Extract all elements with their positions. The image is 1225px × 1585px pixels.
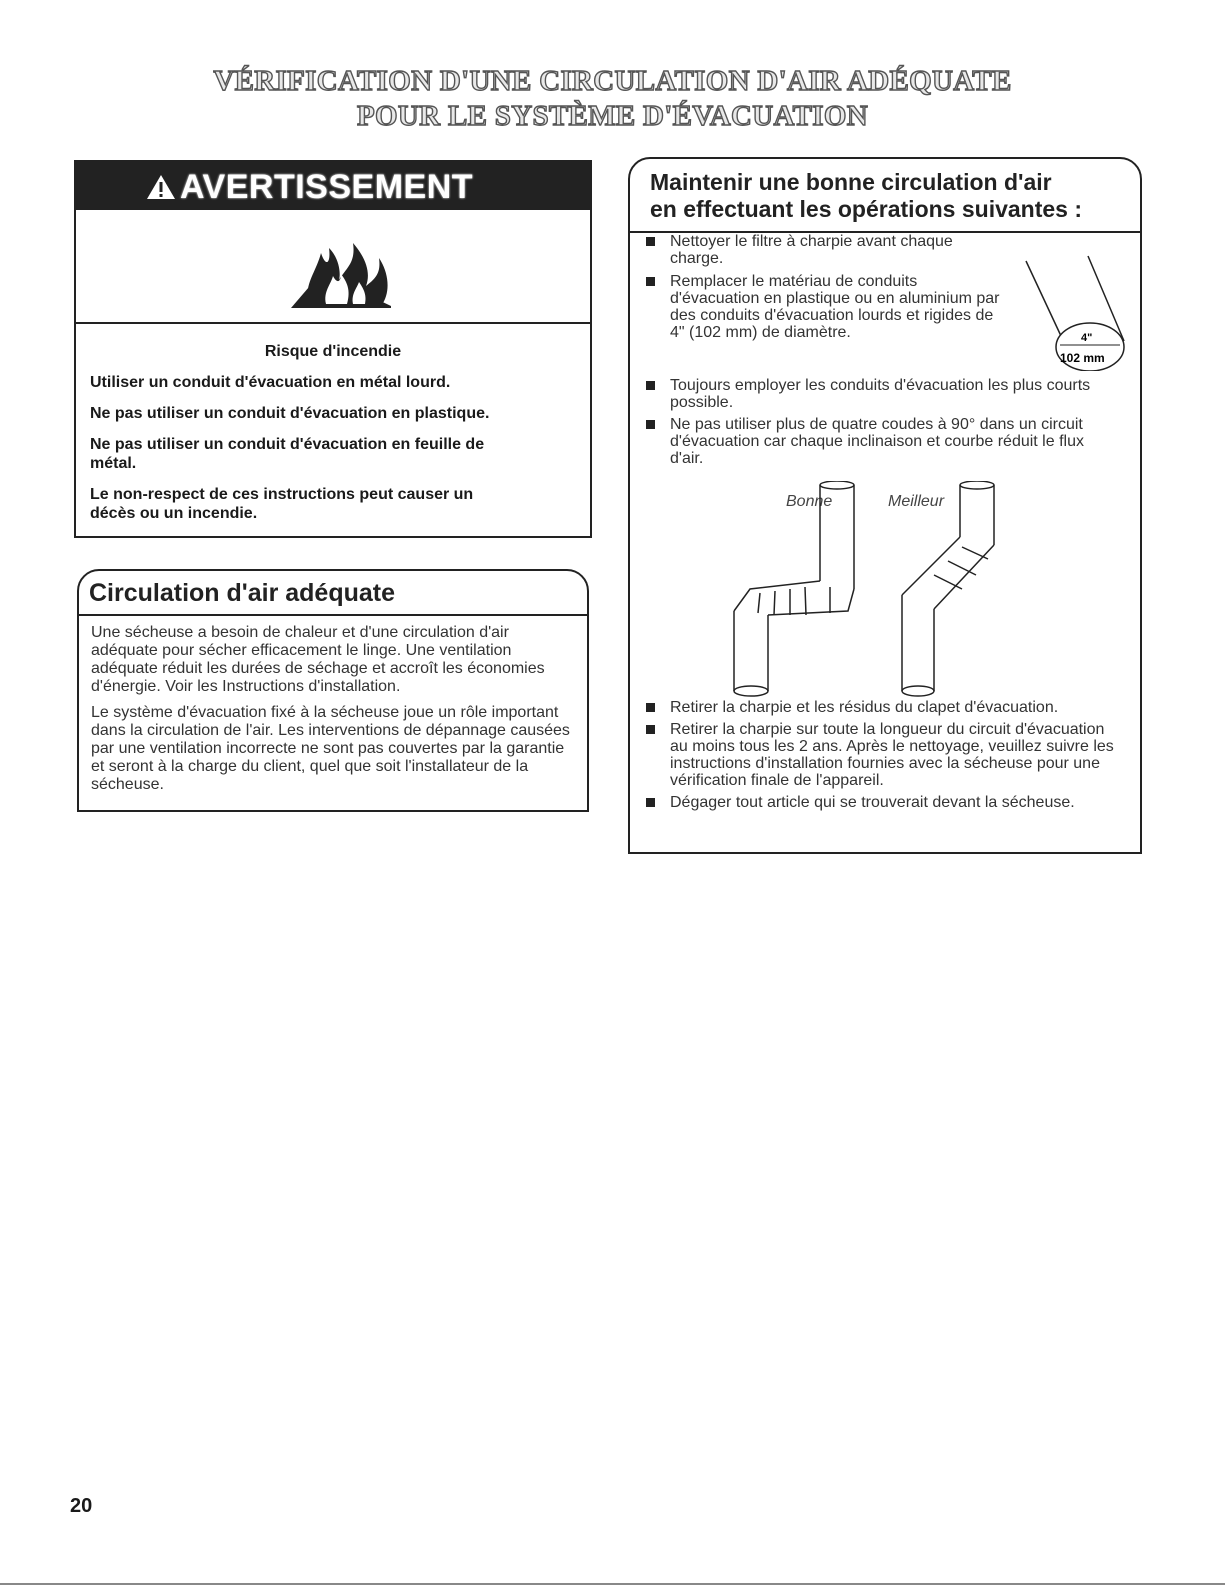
page-title-line1: VÉRIFICATION D'UNE CIRCULATION D'AIR ADÉQUATE [213,65,1012,97]
circulation-heading: Circulation d'air adéquate [79,571,587,616]
warning-line: Ne pas utiliser un conduit d'évacuation en plastique. [90,405,490,422]
fire-pictogram [76,210,590,324]
list-item-text: Toujours employer les conduits d'évacuation les plus courts possible. [670,377,1091,411]
list-item-text: Remplacer le matériau de conduits d'évacuation en plastique ou en aluminium par des conduits d'évacuation lourds et rigides de 4" (102 mm) de diamètre. [670,273,1000,341]
bullet-icon [646,703,655,712]
list-item-text: Nettoyer le filtre à charpie avant chaque charge. [670,233,953,267]
bullet-icon [646,237,655,246]
circulation-box [77,569,589,812]
list-item [646,699,1126,716]
warning-header-label: AVERTISSEMENT [180,168,474,206]
warning-line: Utiliser un conduit d'évacuation en métal lourd. [90,374,451,391]
warning-line: Ne pas utiliser un conduit d'évacuation en feuille de métal. [90,436,485,472]
duct-label-in: 4" [1081,332,1093,344]
elbow-duct-icon [730,481,1090,701]
list-item-text: Retirer la charpie et les résidus du clapet d'évacuation. [670,699,1059,716]
bullet-icon [646,420,655,429]
list-item-text: Retirer la charpie sur toute la longueur du circuit d'évacuation au moins tous les 2 ans. Après le nettoyage, veuillez suivre les instructions d'installation fournies avec la sécheuse pour une vérification finale de l'appareil. [670,721,1114,789]
circulation-paragraph: Le système d'évacuation fixé à la sécheuse joue un rôle important dans la circulation de l'air. Les interventions de dépannage causées par une ventilation incorrecte ne sont pas couvertes par la garantie et seront à la charge du client, quel que soit l'installateur de la sécheuse. [91,704,570,793]
page-number: 20 [70,1495,93,1517]
bullet-icon [646,381,655,390]
duct-label-mm: 102 mm [1060,351,1105,365]
maintain-heading-line1: Maintenir une bonne circulation d'air [650,169,1052,195]
elbow-diagrams [730,481,1090,701]
label-better: Meilleur [888,493,945,510]
maintain-heading-line2: en effectuant les opérations suivantes : [650,196,1083,222]
bullet-icon [646,798,655,807]
list-item [646,377,1116,411]
maintain-box [628,157,1142,854]
warning-header [76,162,590,210]
list-item [646,794,1126,811]
fire-icon [281,218,401,318]
warning-box [74,160,592,538]
maintain-heading [630,159,1140,233]
warning-subtitle: Risque d'incendie [264,343,402,360]
duct-diameter-diagram [1018,251,1128,371]
list-item-text: Dégager tout article qui se trouverait devant la sécheuse. [670,794,1075,811]
bullet-icon [646,725,655,734]
page-title-line2: POUR LE SYSTÈME D'ÉVACUATION [357,100,868,132]
warning-triangle-icon [146,174,176,200]
bullet-icon [646,277,655,286]
list-item [646,233,1006,267]
list-item-text: Ne pas utiliser plus de quatre coudes à 90° dans un circuit d'évacuation car chaque inclinaison et courbe réduit le flux d'air. [670,416,1084,467]
page-title [0,64,1225,134]
list-item [646,273,1006,341]
warning-line: Le non-respect de ces instructions peut causer un décès ou un incendie. [90,486,474,522]
list-item [646,416,1116,467]
list-item [646,721,1126,789]
circulation-paragraph: Une sécheuse a besoin de chaleur et d'une circulation d'air adéquate pour sécher efficacement le linge. Une ventilation adéquate réduit les durées de séchage et accroît les économies d'énergie. Voir les Instructions d'installation. [91,624,545,695]
label-good: Bonne [786,493,833,510]
